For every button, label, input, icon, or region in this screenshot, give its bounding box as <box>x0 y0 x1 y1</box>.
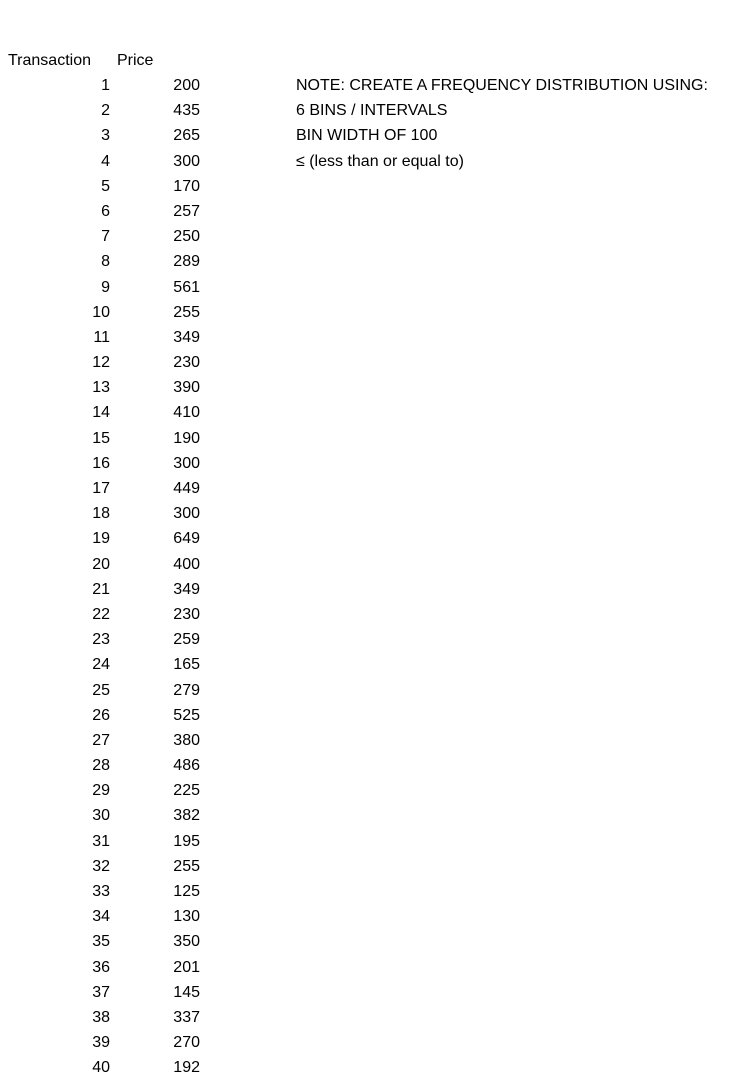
transaction-number-cell[interactable]: 23 <box>92 631 110 649</box>
table-row <box>0 400 260 425</box>
table-row <box>0 451 260 476</box>
table-row <box>0 627 260 652</box>
table-row <box>0 98 260 123</box>
note-line[interactable]: BIN WIDTH OF 100 <box>296 127 438 145</box>
transaction-number-cell[interactable]: 28 <box>92 757 110 775</box>
transaction-number-cell[interactable]: 26 <box>92 706 110 724</box>
table-row <box>0 375 260 400</box>
transaction-number-cell[interactable]: 9 <box>101 278 110 296</box>
transaction-table <box>0 73 260 1081</box>
table-row <box>0 476 260 501</box>
transaction-number-cell[interactable]: 38 <box>92 1008 110 1026</box>
table-row <box>0 955 260 980</box>
note-line[interactable]: NOTE: CREATE A FREQUENCY DISTRIBUTION USING: <box>296 77 708 94</box>
price-cell[interactable]: 349 <box>173 328 200 346</box>
transaction-number-cell[interactable]: 1 <box>101 77 110 94</box>
header-row <box>0 48 746 73</box>
transaction-number-cell[interactable]: 30 <box>92 807 110 825</box>
price-cell[interactable]: 165 <box>173 656 200 674</box>
table-row <box>0 501 260 526</box>
price-cell[interactable]: 300 <box>173 505 200 523</box>
transaction-number-cell[interactable]: 3 <box>101 127 110 145</box>
note-block <box>296 73 736 174</box>
table-row <box>0 174 260 199</box>
table-row <box>0 980 260 1005</box>
price-cell[interactable]: 125 <box>173 883 200 900</box>
note-line[interactable]: 6 BINS / INTERVALS <box>296 102 448 120</box>
table-row <box>0 199 260 224</box>
table-row <box>0 552 260 577</box>
transaction-number-cell[interactable]: 36 <box>92 958 110 976</box>
price-cell[interactable]: 230 <box>173 354 200 372</box>
table-row <box>0 678 260 703</box>
table-row <box>0 803 260 828</box>
table-row <box>0 224 260 249</box>
price-cell[interactable]: 130 <box>173 908 200 926</box>
table-row <box>0 728 260 753</box>
transaction-number-cell[interactable]: 10 <box>92 303 110 321</box>
transaction-number-cell[interactable]: 15 <box>92 429 110 447</box>
price-cell[interactable]: 259 <box>173 631 200 649</box>
table-row <box>0 904 260 929</box>
price-cell[interactable]: 225 <box>173 782 200 800</box>
table-row <box>0 325 260 350</box>
transaction-number-cell[interactable]: 6 <box>101 202 110 220</box>
transaction-number-cell[interactable]: 33 <box>92 883 110 900</box>
transaction-number-cell[interactable]: 29 <box>92 782 110 800</box>
transaction-number-cell[interactable]: 24 <box>92 656 110 674</box>
price-cell[interactable]: 382 <box>173 807 200 825</box>
price-cell[interactable]: 192 <box>173 1059 200 1077</box>
price-cell[interactable]: 265 <box>173 127 200 145</box>
price-cell[interactable]: 195 <box>173 832 200 850</box>
table-row <box>0 929 260 954</box>
price-cell[interactable]: 400 <box>173 555 200 573</box>
transaction-number-cell[interactable]: 37 <box>92 983 110 1001</box>
price-cell[interactable]: 170 <box>173 177 200 195</box>
transaction-number-cell[interactable]: 40 <box>92 1059 110 1077</box>
table-row <box>0 526 260 551</box>
transaction-number-cell[interactable]: 2 <box>101 102 110 120</box>
transaction-number-cell[interactable]: 21 <box>92 580 110 598</box>
price-cell[interactable]: 145 <box>173 983 200 1001</box>
price-cell[interactable]: 255 <box>173 303 200 321</box>
price-cell[interactable]: 561 <box>173 278 200 296</box>
price-cell[interactable]: 300 <box>173 152 200 170</box>
price-cell[interactable]: 279 <box>173 681 200 699</box>
transaction-number-cell[interactable]: 18 <box>92 505 110 523</box>
transaction-number-cell[interactable]: 27 <box>92 731 110 749</box>
table-row <box>0 73 260 98</box>
price-cell[interactable]: 201 <box>173 958 200 976</box>
price-cell[interactable]: 410 <box>173 404 200 422</box>
price-cell[interactable]: 525 <box>173 706 200 724</box>
table-row <box>0 829 260 854</box>
transaction-number-cell[interactable]: 11 <box>93 328 110 346</box>
table-row <box>0 149 260 174</box>
table-row <box>0 753 260 778</box>
price-cell[interactable]: 230 <box>173 605 200 623</box>
table-row <box>0 249 260 274</box>
price-cell[interactable]: 337 <box>173 1008 200 1026</box>
price-cell[interactable]: 349 <box>173 580 200 598</box>
table-row <box>0 778 260 803</box>
table-row <box>0 275 260 300</box>
table-row <box>0 426 260 451</box>
price-cell[interactable]: 350 <box>173 933 200 951</box>
transaction-number-cell[interactable]: 16 <box>92 454 110 472</box>
price-cell[interactable]: 190 <box>173 429 200 447</box>
price-header[interactable]: Price <box>117 52 154 69</box>
transaction-number-cell[interactable]: 5 <box>101 177 110 195</box>
price-cell[interactable]: 390 <box>173 379 200 397</box>
table-row <box>0 1005 260 1030</box>
table-row <box>0 1030 260 1055</box>
transaction-number-cell[interactable]: 12 <box>92 354 110 372</box>
transaction-number-cell[interactable]: 8 <box>101 253 110 271</box>
price-cell[interactable]: 649 <box>173 530 200 548</box>
price-cell[interactable]: 257 <box>173 202 200 220</box>
transaction-number-cell[interactable]: 32 <box>92 857 110 875</box>
price-cell[interactable]: 200 <box>173 77 200 94</box>
table-row <box>0 1055 260 1080</box>
transaction-number-cell[interactable]: 34 <box>92 908 110 926</box>
transaction-number-cell[interactable]: 13 <box>92 379 110 397</box>
price-cell[interactable]: 300 <box>173 454 200 472</box>
table-row <box>0 602 260 627</box>
transaction-number-cell[interactable]: 14 <box>92 404 110 422</box>
price-cell[interactable]: 250 <box>173 228 200 246</box>
table-row <box>0 300 260 325</box>
table-row <box>0 652 260 677</box>
transaction-number-cell[interactable]: 20 <box>92 555 110 573</box>
transaction-number-cell[interactable]: 7 <box>101 228 110 246</box>
price-cell[interactable]: 486 <box>173 757 200 775</box>
transaction-number-cell[interactable]: 17 <box>92 480 110 497</box>
price-cell[interactable]: 255 <box>173 857 200 875</box>
transaction-number-cell[interactable]: 22 <box>92 605 110 623</box>
transaction-number-cell[interactable]: 4 <box>101 152 110 170</box>
transaction-header[interactable]: Transaction <box>8 52 91 69</box>
price-cell[interactable]: 435 <box>173 102 200 120</box>
table-row <box>0 350 260 375</box>
transaction-number-cell[interactable]: 39 <box>92 1034 110 1052</box>
price-cell[interactable]: 270 <box>173 1034 200 1052</box>
transaction-number-cell[interactable]: 25 <box>92 681 110 699</box>
price-cell[interactable]: 449 <box>173 480 200 497</box>
price-cell[interactable]: 289 <box>173 253 200 271</box>
table-row <box>0 123 260 148</box>
note-line[interactable]: ≤ (less than or equal to) <box>296 152 464 170</box>
price-cell[interactable]: 380 <box>173 731 200 749</box>
table-row <box>0 703 260 728</box>
transaction-number-cell[interactable]: 35 <box>92 933 110 951</box>
table-row <box>0 854 260 879</box>
transaction-number-cell[interactable]: 31 <box>92 832 110 850</box>
table-row <box>0 879 260 904</box>
transaction-number-cell[interactable]: 19 <box>92 530 110 548</box>
table-row <box>0 577 260 602</box>
